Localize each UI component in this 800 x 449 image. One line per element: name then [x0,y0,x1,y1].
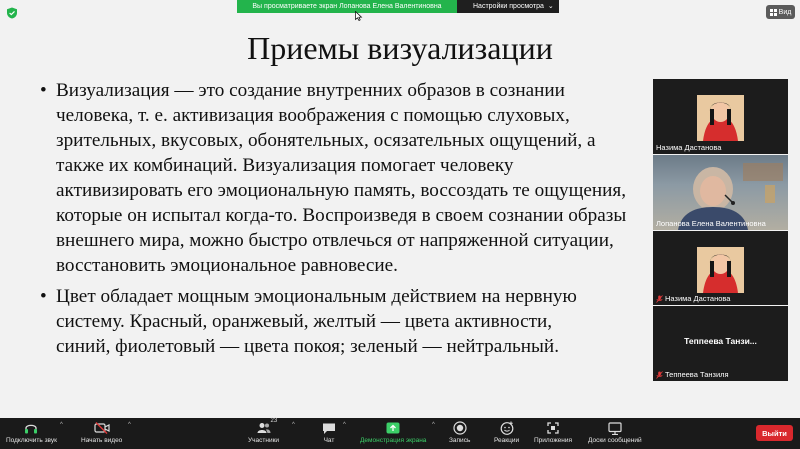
avatar [697,95,744,141]
view-button[interactable] [766,5,795,19]
reactions-button[interactable]: Реакции [494,420,519,444]
record-button[interactable]: Запись [449,420,470,444]
participant-gallery [653,79,788,381]
bullet-line: Визуализация — это создание внутренних образов в сознании [56,80,565,101]
bullet-line: Цвет обладает мощным эмоциональным действием на нервную [56,286,577,307]
bullet-line: синий, фиолетовый — цвета покоя; зеленый — нейтральный. [56,336,559,357]
join-audio-button[interactable]: Подключить звук [6,420,57,444]
participant-tile-active-speaker[interactable] [653,155,788,230]
bullet-line: зрительных, вкусовых, обонятельных, осязательных ощущений, а [56,130,596,151]
share-options-caret[interactable]: ^ [432,422,435,428]
chat-button[interactable]: Чат [322,420,336,444]
apps-button[interactable]: Приложения [534,420,572,444]
bullet-line: активизировать его эмоциональную память, воссоздать те ощущения, [56,180,627,201]
slide-title: Приемы визуализации [247,30,553,66]
view-options-dropdown[interactable] [457,0,559,13]
participants-options-caret[interactable]: ^ [292,422,295,428]
participant-name: Назима Дастанова [656,294,730,303]
bullet-dot: • [40,286,47,307]
chat-options-caret[interactable]: ^ [343,422,346,428]
whiteboards-button[interactable]: Доски сообщений [588,420,642,444]
chevron-down-icon: ⌄ [547,3,554,10]
bullet-line: внешнего мира, можно быстро отвлечься от напряженной ситуации, [56,230,614,251]
participants-count: 23 [270,418,278,424]
security-shield-icon[interactable] [6,6,18,18]
video-off-icon [94,420,110,436]
participant-name: Лопанова Елена Валентиновна [656,218,766,228]
record-icon [453,420,467,436]
mouse-cursor-icon [355,11,363,21]
people-icon [257,418,278,436]
share-banner [237,0,559,13]
view-button-label: Вид [778,8,792,16]
share-screen-button[interactable]: Демонстрация экрана [360,420,426,444]
slide-bullet [40,78,650,278]
start-video-button[interactable]: Начать видео [81,420,122,444]
bullet-line: систему. Красный, оранжевый, желтый — цвета активности, [56,311,553,332]
participants-button[interactable]: 23 Участники [248,418,280,444]
chat-bubble-icon [322,420,336,436]
participant-tile[interactable] [653,79,788,154]
bullet-line: также их комбинаций. Визуализация помогает человеку [56,155,514,176]
participant-center-name: Теппеева Танзи... [684,336,757,347]
mic-muted-icon [656,295,663,303]
whiteboard-icon [608,420,622,436]
participant-name: Назима Дастанова [656,142,722,152]
participant-tile[interactable] [653,231,788,306]
leave-meeting-button[interactable]: Выйти [756,425,793,441]
share-status-text: Вы просматриваете экран Лопанова Елена Валентиновна [237,0,457,13]
smiley-plus-icon [500,420,514,436]
avatar [697,247,744,293]
mic-muted-icon [656,371,663,379]
apps-icon [546,420,560,436]
participant-tile[interactable] [653,306,788,381]
slide-bullet [40,284,650,359]
video-options-caret[interactable]: ^ [128,422,131,428]
grid-icon [770,9,777,16]
bullet-line: которые он испытал когда-то. Воспроизведя в своем сознании образы [56,205,627,226]
meeting-toolbar [0,418,800,449]
bullet-line: человека, т. е. активизация воображения с помощью слуховых, [56,105,570,126]
audio-options-caret[interactable]: ^ [60,422,63,428]
participant-name: Теппеева Танзиля [656,370,729,379]
slide-body [40,78,650,368]
bullet-dot: • [40,80,47,101]
headphones-icon [24,420,38,436]
share-screen-icon [386,420,400,436]
bullet-line: восстановить эмоциональное равновесие. [56,255,398,276]
view-options-label: Настройки просмотра [473,3,544,10]
